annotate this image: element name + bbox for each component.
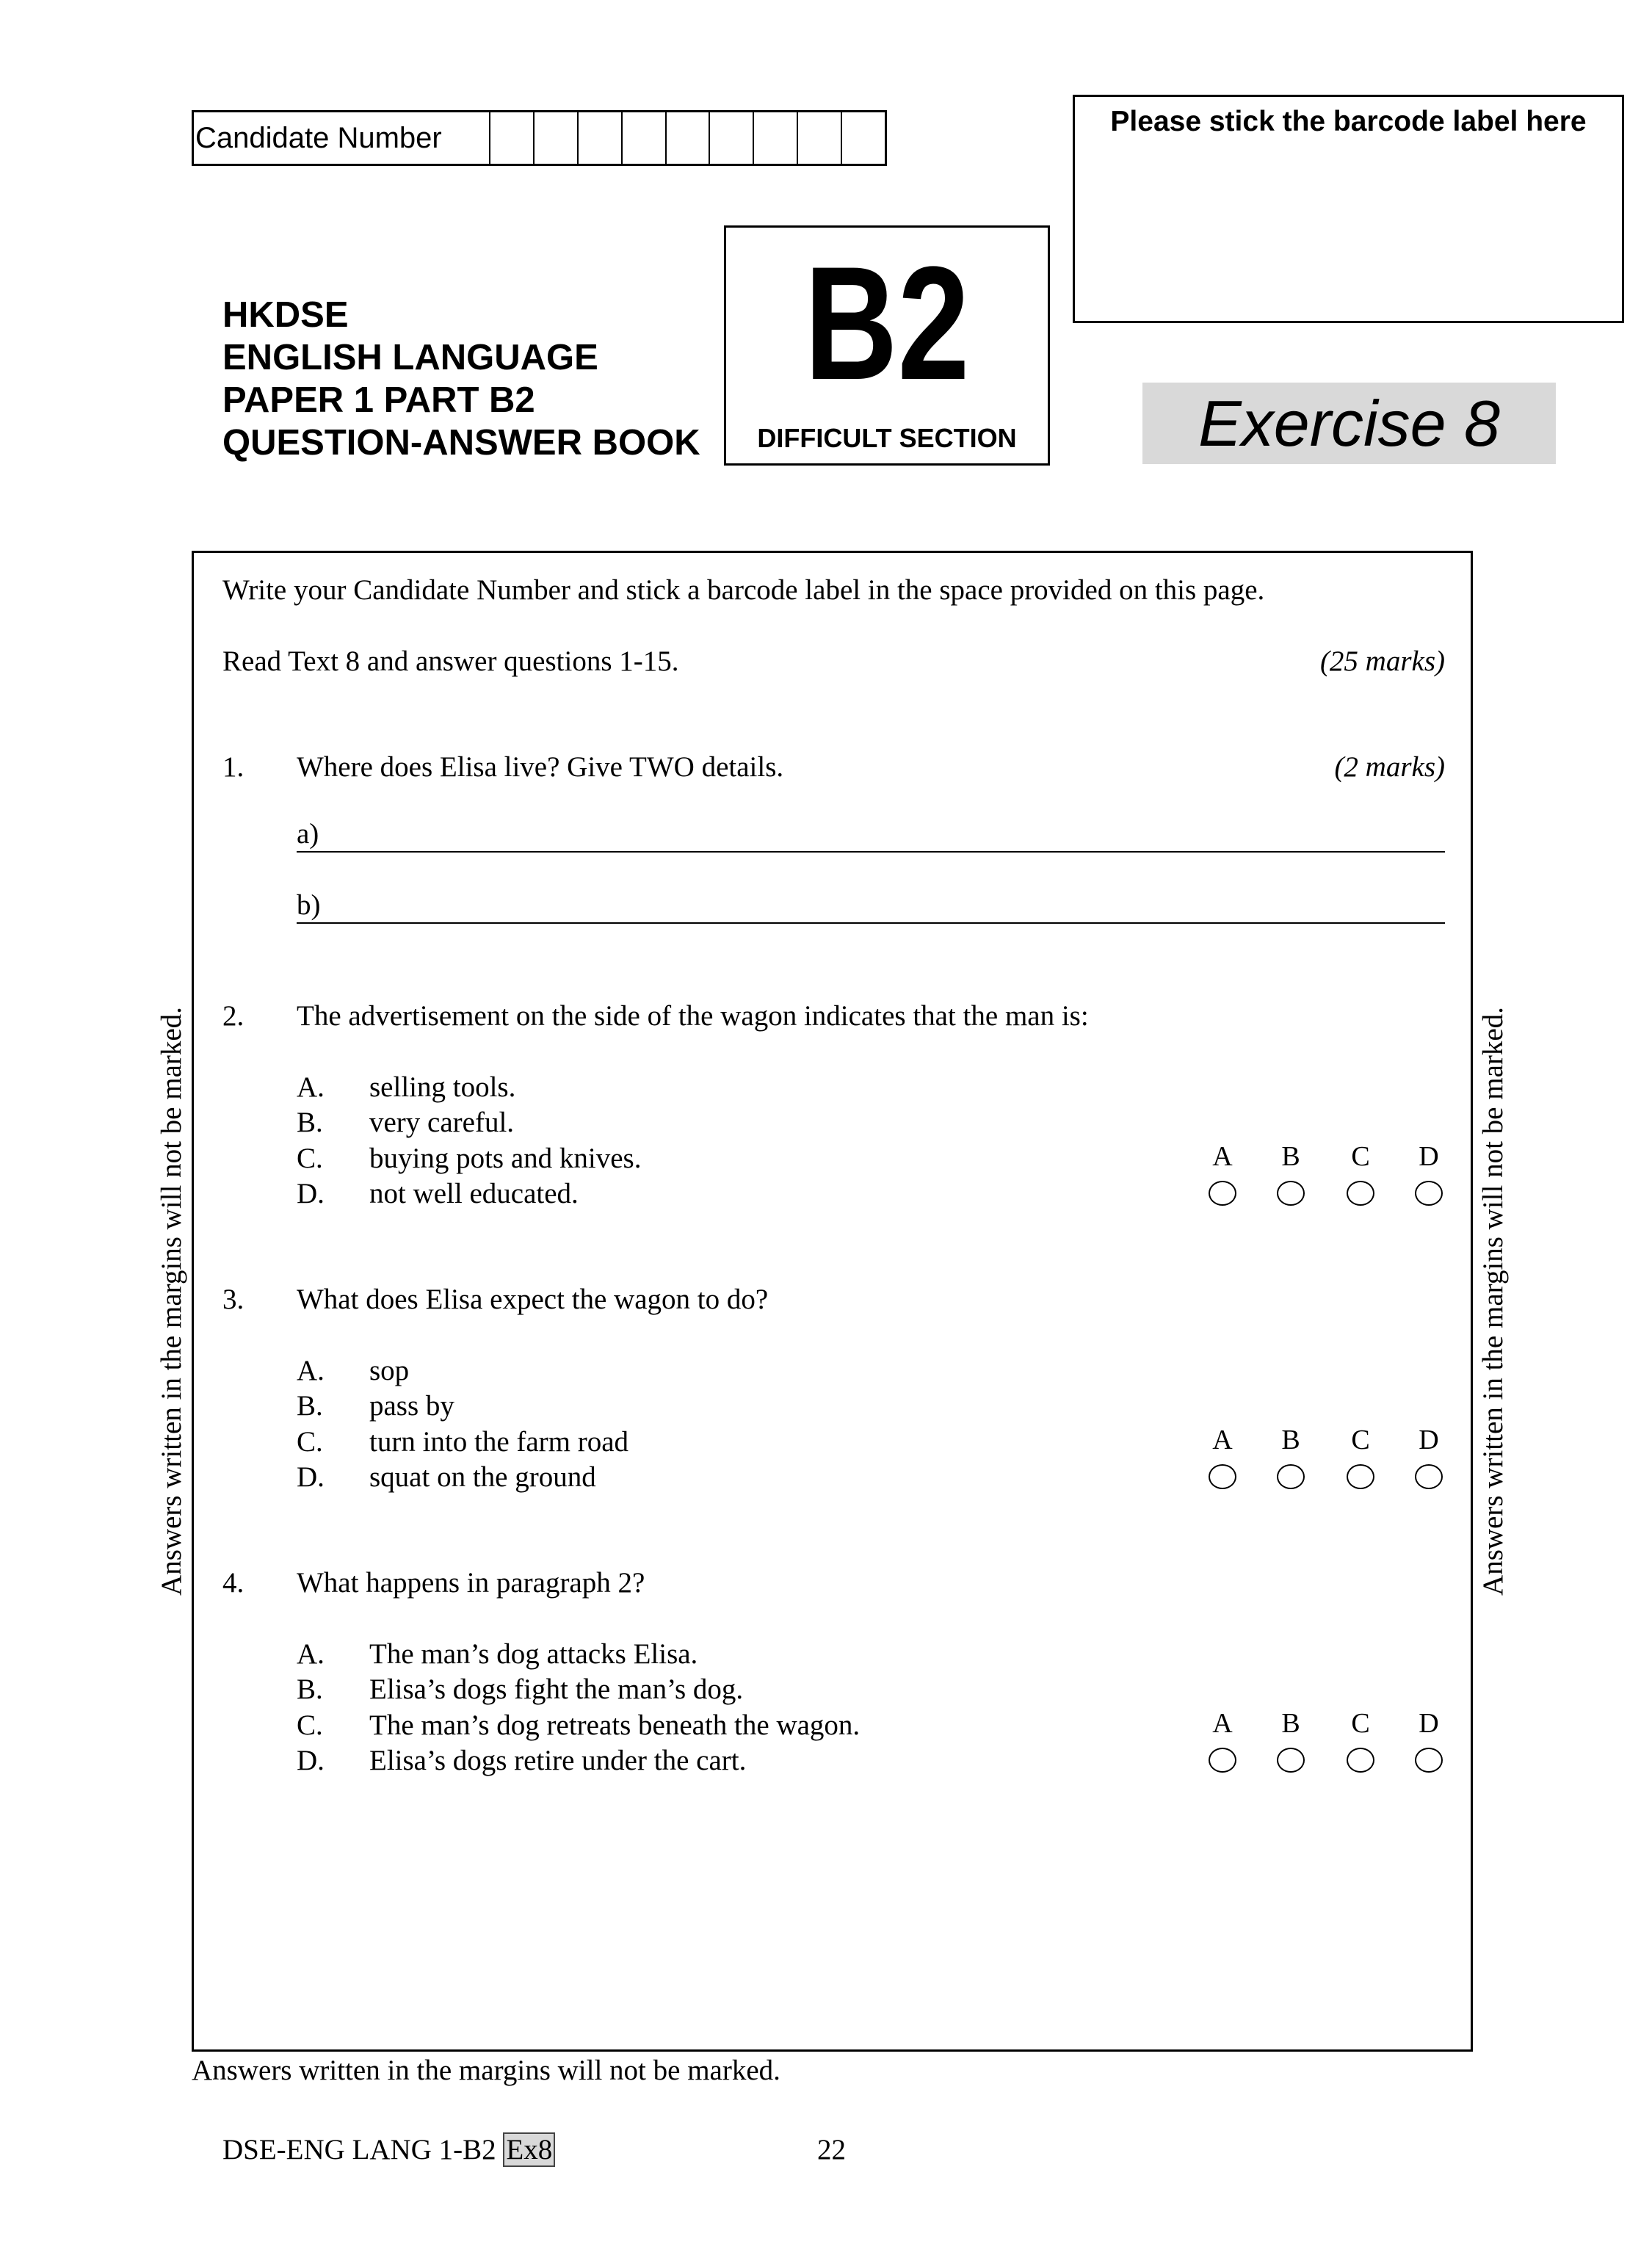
barcode-label-text: Please stick the barcode label here [1110, 106, 1587, 137]
option-text: sop [369, 1355, 410, 1386]
candidate-digit-cell[interactable] [490, 112, 533, 164]
section-badge [724, 225, 1050, 466]
candidate-digit-cell[interactable] [665, 112, 709, 164]
option-text: Elisa’s dogs fight the man’s dog. [369, 1673, 744, 1705]
bubble-letter: B [1281, 1425, 1300, 1455]
candidate-digit-cell[interactable] [621, 112, 665, 164]
option-text: turn into the farm road [369, 1426, 629, 1458]
margin-note-bottom: Answers written in the margins will not be marked. [192, 2055, 780, 2086]
footer-exercise-tag: Ex8 [503, 2132, 555, 2167]
bubble-letter: D [1419, 1141, 1439, 1172]
bubble-letter: C [1351, 1708, 1370, 1739]
option-text: The man’s dog attacks Elisa. [369, 1638, 698, 1670]
answer-line-b[interactable] [297, 889, 1445, 924]
answer-bubble-q4-a[interactable] [1209, 1748, 1236, 1773]
footer-code [222, 2133, 555, 2167]
option-text: selling tools. [369, 1071, 516, 1103]
exercise-label: Exercise 8 [1142, 383, 1556, 464]
candidate-digit-cell[interactable] [753, 112, 797, 164]
bubble-letter: B [1281, 1708, 1300, 1739]
answer-bubble-q4-b[interactable] [1277, 1748, 1305, 1773]
answer-bubble-q4-c[interactable] [1347, 1748, 1374, 1773]
question-number: 4. [222, 1567, 244, 1599]
candidate-digit-cell[interactable] [797, 112, 841, 164]
instruction-line: Read Text 8 and answer questions 1-15. [222, 645, 679, 677]
candidate-digit-cell[interactable] [577, 112, 621, 164]
option-letter: C. [297, 1426, 323, 1458]
bubble-letter: D [1419, 1708, 1439, 1739]
bubble-letter: C [1351, 1141, 1370, 1172]
answer-bubble-q3-c[interactable] [1347, 1464, 1374, 1489]
margin-note-right: Answers written in the margins will not be marked. [1477, 1007, 1509, 1596]
page-number: 22 [817, 2134, 846, 2165]
option-letter: B. [297, 1390, 323, 1422]
option-letter: C. [297, 1143, 323, 1174]
answer-bubble-q2-d[interactable] [1415, 1181, 1443, 1206]
bubble-letter: A [1212, 1141, 1233, 1172]
bubble-letter: A [1212, 1708, 1233, 1739]
question-number: 3. [222, 1284, 244, 1315]
section-code: B2 [804, 233, 970, 413]
answer-label: b) [297, 889, 321, 921]
answer-bubble-q2-b[interactable] [1277, 1181, 1305, 1206]
option-text: not well educated. [369, 1178, 579, 1209]
question-text: What does Elisa expect the wagon to do? [297, 1284, 769, 1315]
option-text: The man’s dog retreats beneath the wagon. [369, 1709, 861, 1741]
question-text: Where does Elisa live? Give TWO details. [297, 751, 784, 783]
answer-bubble-q3-b[interactable] [1277, 1464, 1305, 1489]
footer-code-text: DSE-ENG LANG 1-B2 [222, 2134, 496, 2165]
bubble-letter: D [1419, 1425, 1439, 1455]
option-text: pass by [369, 1390, 454, 1422]
question-marks: (2 marks) [1334, 751, 1445, 783]
bubble-letter: A [1212, 1425, 1233, 1455]
question-number: 1. [222, 751, 244, 783]
answer-label: a) [297, 818, 319, 850]
title-line: ENGLISH LANGUAGE [222, 338, 598, 377]
answer-bubble-q3-a[interactable] [1209, 1464, 1236, 1489]
answer-bubble-q3-d[interactable] [1415, 1464, 1443, 1489]
answer-bubble-q2-c[interactable] [1347, 1181, 1374, 1206]
option-text: Elisa’s dogs retire under the cart. [369, 1745, 747, 1776]
answer-line-a[interactable] [297, 817, 1445, 853]
title-line: PAPER 1 PART B2 [222, 380, 535, 420]
option-text: buying pots and knives. [369, 1143, 642, 1174]
option-letter: A. [297, 1638, 325, 1670]
section-name: DIFFICULT SECTION [757, 423, 1017, 453]
bubble-letter: C [1351, 1425, 1370, 1455]
option-letter: D. [297, 1745, 325, 1776]
question-number: 2. [222, 1000, 244, 1032]
barcode-label-box [1073, 95, 1624, 323]
question-text: What happens in paragraph 2? [297, 1567, 645, 1599]
candidate-number-label: Candidate Number [194, 112, 490, 164]
title-line: QUESTION-ANSWER BOOK [222, 423, 700, 463]
option-letter: D. [297, 1461, 325, 1493]
candidate-number-box [192, 110, 887, 166]
option-letter: B. [297, 1673, 323, 1705]
instruction-line: Write your Candidate Number and stick a barcode label in the space provided on this page. [222, 574, 1265, 606]
answer-bubble-q4-d[interactable] [1415, 1748, 1443, 1773]
option-letter: B. [297, 1107, 323, 1138]
margin-note-left: Answers written in the margins will not be marked. [156, 1007, 187, 1596]
candidate-digit-cell[interactable] [709, 112, 753, 164]
bubble-letter: B [1281, 1141, 1300, 1172]
option-letter: D. [297, 1178, 325, 1209]
title-line: HKDSE [222, 295, 349, 335]
answer-bubble-q2-a[interactable] [1209, 1181, 1236, 1206]
option-letter: A. [297, 1071, 325, 1103]
option-letter: C. [297, 1709, 323, 1741]
option-letter: A. [297, 1355, 325, 1386]
option-text: squat on the ground [369, 1461, 596, 1493]
question-text: The advertisement on the side of the wagon indicates that the man is: [297, 1000, 1089, 1032]
option-text: very careful. [369, 1107, 515, 1138]
total-marks: (25 marks) [1319, 645, 1445, 677]
candidate-digit-cell[interactable] [841, 112, 885, 164]
candidate-digit-cell[interactable] [533, 112, 577, 164]
